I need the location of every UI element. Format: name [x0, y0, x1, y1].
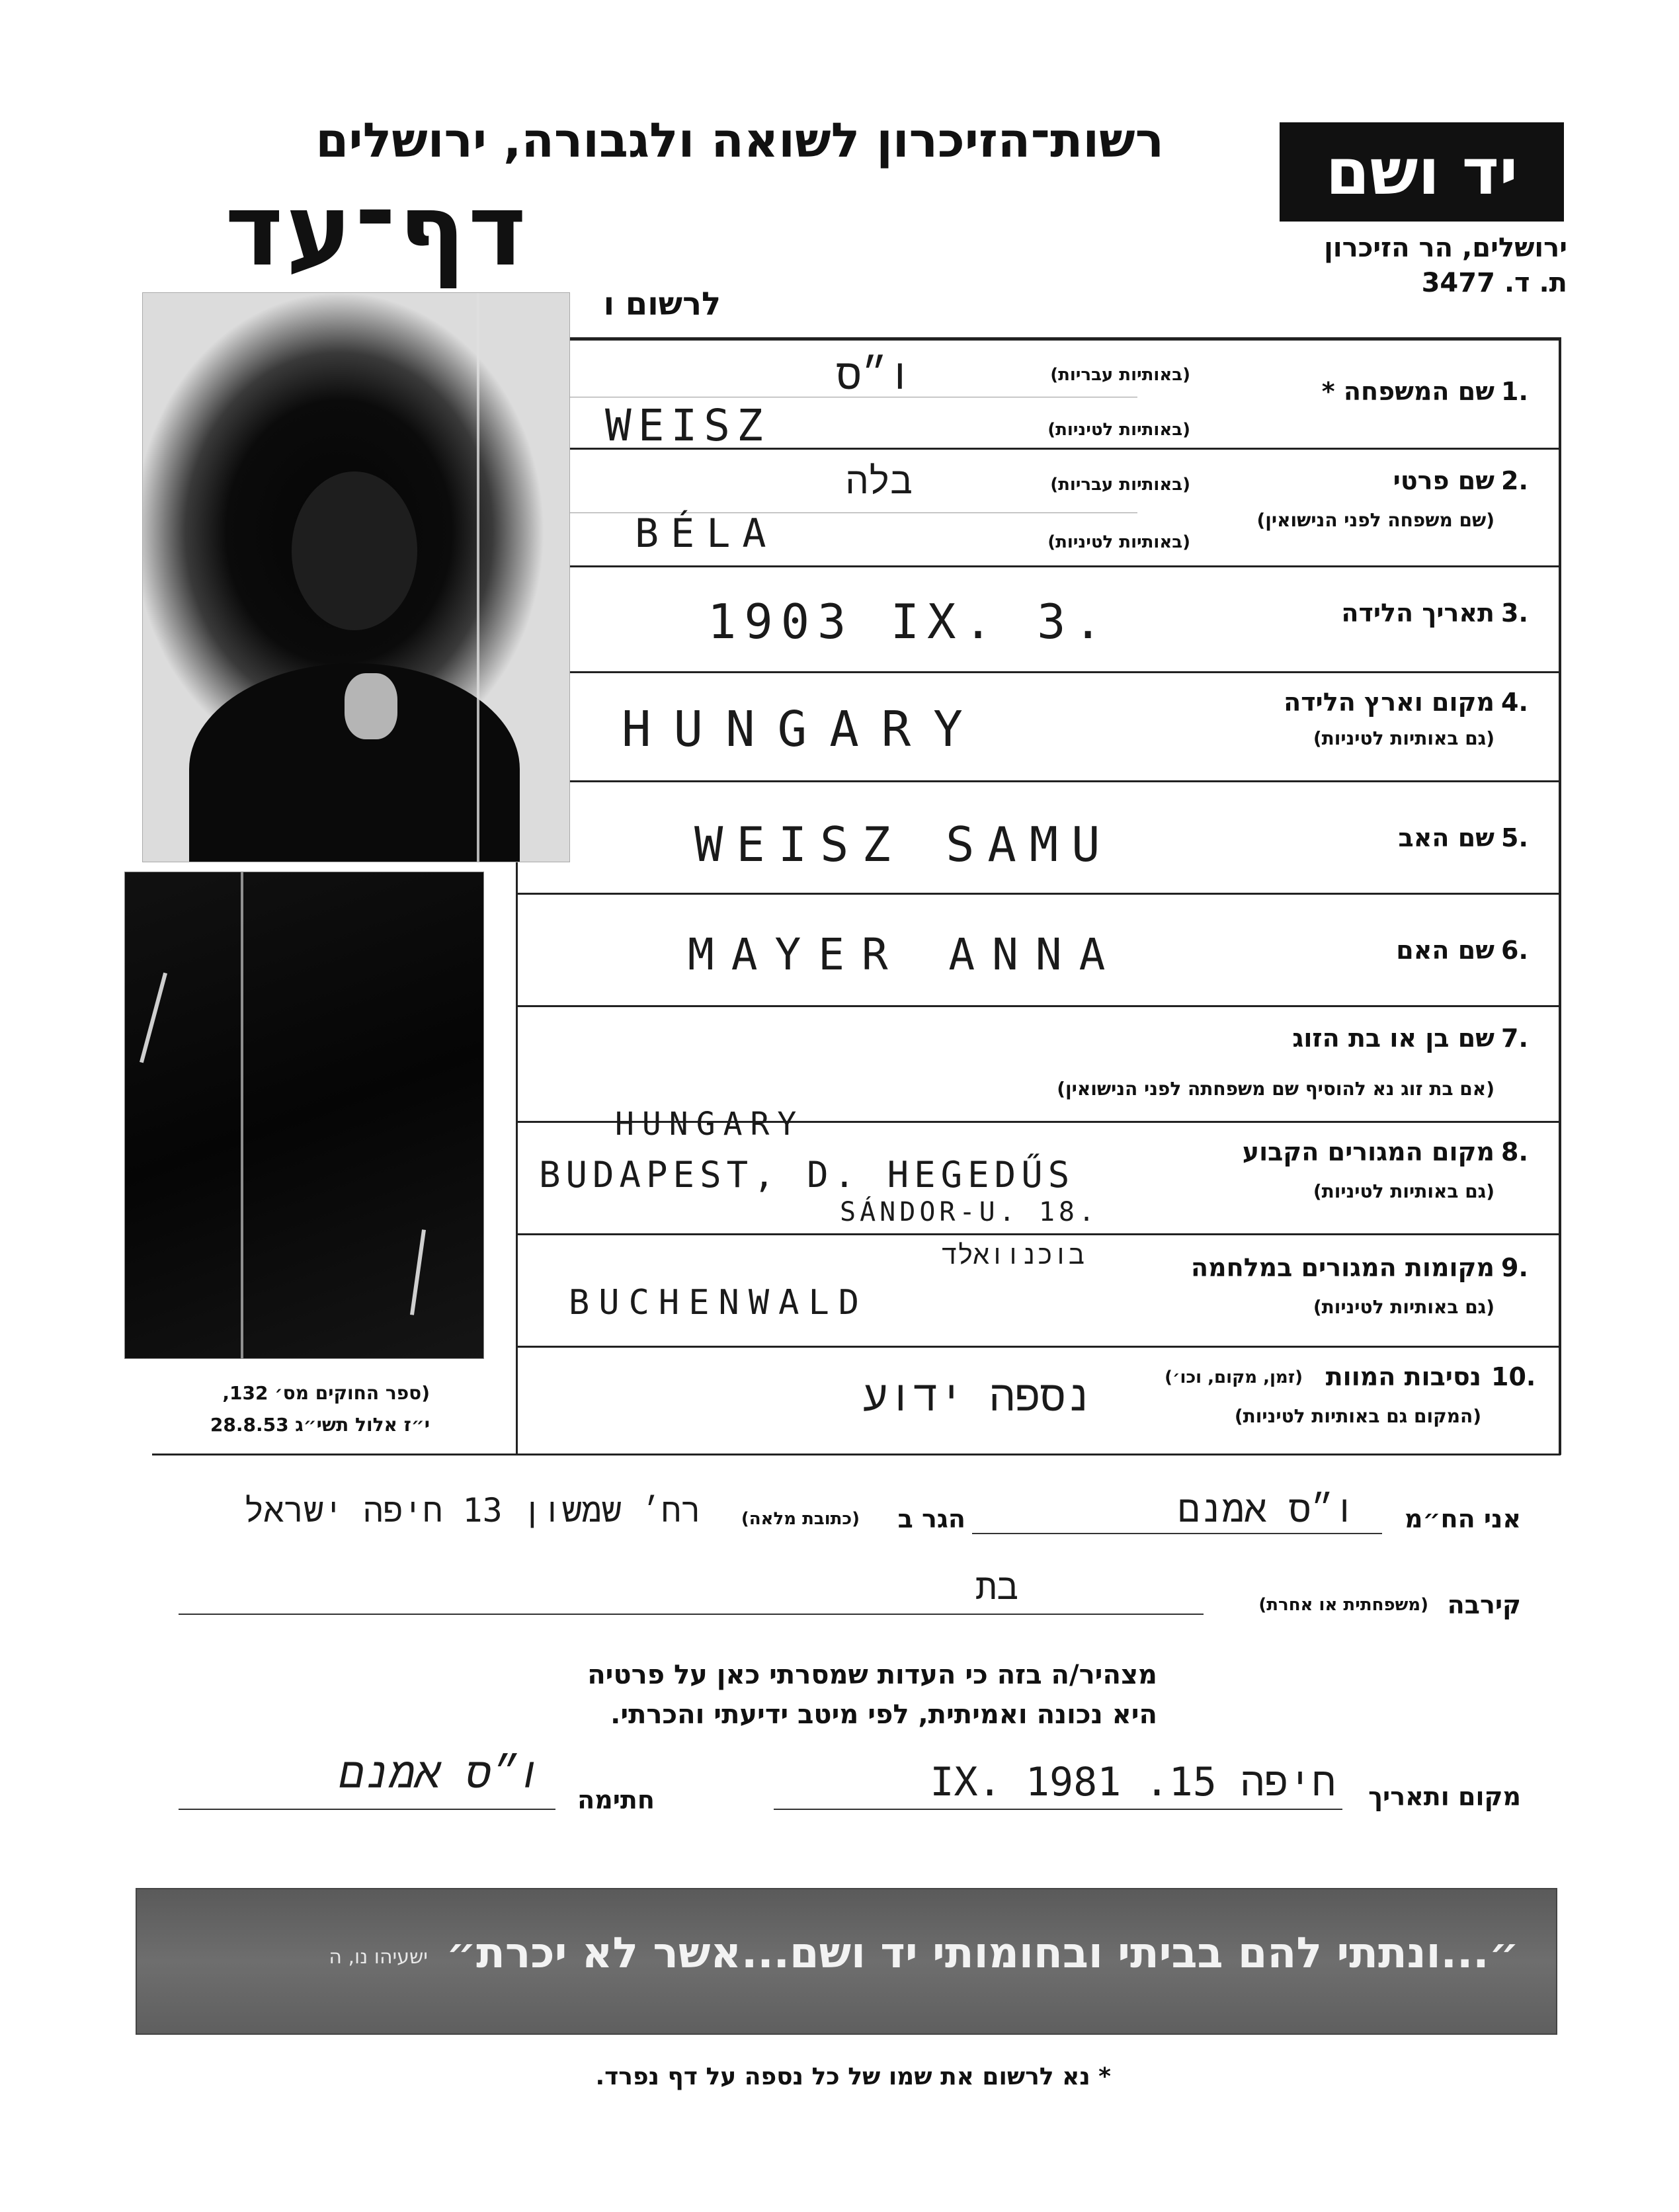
row-divider-4 — [562, 780, 1561, 782]
field-10-label: נסיבות המוות — [1325, 1362, 1481, 1391]
field-8-label: מקום המגורים הקבוע — [1242, 1137, 1495, 1167]
field-8-value-street[interactable]: SÁNDOR-U. 18. — [840, 1197, 1099, 1227]
statement-line-2: היא נכונה ואמיתית, לפי מיטב ידיעתי והכרתי. — [610, 1700, 1157, 1730]
banner-source: ישעיהו נו, ה — [329, 1946, 428, 1969]
place-date-value[interactable]: חיפה 15. IX. 1981 — [930, 1759, 1336, 1805]
subtitle-partial: לרשום ו — [603, 286, 721, 323]
field-1-value-hebrew[interactable]: ו״ס — [836, 350, 913, 399]
photo-crease-2 — [241, 872, 243, 1358]
field-10-number: 10. — [1491, 1362, 1536, 1391]
field-9-value-hebrew[interactable]: בוכנוואלד — [941, 1240, 1085, 1270]
field-3-number: 3. — [1501, 598, 1528, 628]
address-hint: (כתובת מלאה) — [741, 1509, 860, 1529]
photo-caption-line-1: (ספר החוקים מס׳ 132, — [222, 1382, 430, 1404]
field-7-number: 7. — [1501, 1024, 1528, 1053]
field-1-hint-hebrew: (באותיות עבריות) — [1050, 365, 1190, 385]
logo-text: יד ושם — [1325, 135, 1518, 209]
field-2-value-hebrew[interactable]: בלה — [846, 460, 913, 503]
field-7-sublabel: (אם בת זוג נא להוסיף שם משפחתה לפני הנישואין) — [1057, 1078, 1495, 1100]
second-photo — [124, 872, 484, 1359]
resides-label: הגר ב — [897, 1504, 965, 1534]
row-divider-6 — [516, 1005, 1561, 1007]
field-9-label: מקומות המגורים במלחמה — [1190, 1253, 1495, 1282]
field-10-value[interactable]: נספה ידוע — [862, 1372, 1091, 1421]
field-2-value-latin[interactable]: BÉLA — [635, 511, 778, 557]
field-9-sublabel: (גם באותיות לטיניות) — [1313, 1296, 1495, 1318]
photo-crease — [477, 293, 479, 862]
declarant-label: אני הח״מ — [1405, 1504, 1521, 1534]
field-4-label: מקום וארץ הלידה — [1284, 688, 1495, 717]
field-4-sublabel: (גם באותיות לטיניות) — [1313, 727, 1495, 749]
form-top-border — [542, 337, 1561, 341]
row-divider-9 — [516, 1346, 1561, 1348]
field-2-number: 2. — [1501, 466, 1528, 495]
form-inner-left-border — [516, 860, 518, 1455]
field-5-value[interactable]: WEISZ SAMU — [694, 817, 1114, 872]
field-9-number: 9. — [1501, 1253, 1528, 1282]
field-4-number: 4. — [1501, 688, 1528, 717]
row-divider-10 — [152, 1454, 1561, 1455]
field-6-value[interactable]: MAYER ANNA — [688, 929, 1123, 980]
relation-value[interactable]: בת — [975, 1566, 1018, 1608]
photo-mark-2 — [410, 1229, 426, 1315]
declarant-value[interactable]: ו״ס אמנם — [1178, 1488, 1356, 1531]
declarant-underline — [972, 1533, 1382, 1534]
portrait-photo — [142, 292, 570, 862]
form-right-border — [1559, 337, 1561, 1455]
quote-banner — [136, 1888, 1557, 2035]
statement-line-1: מצהיר/ה בזה כי העדות שמסרתי כאן על פרטיה — [587, 1660, 1157, 1690]
address-value[interactable]: רח׳ שמשון 13 חיפה ישראל — [244, 1491, 701, 1530]
field-2-label: שם פרטי — [1393, 466, 1495, 495]
field-1-value-latin[interactable]: WEISZ — [605, 400, 770, 451]
field-2-hint-latin: (באותיות לטיניות) — [1047, 532, 1190, 552]
authority-line: רשות־הזיכרון לשואה ולגבורה, ירושלים — [315, 112, 1164, 168]
relation-underline — [179, 1614, 1204, 1615]
place-date-underline — [774, 1809, 1342, 1810]
signature-value[interactable]: ו״ס אמנם — [339, 1749, 542, 1798]
field-5-label: שם האב — [1398, 823, 1495, 852]
row-divider-5 — [516, 893, 1561, 895]
field-10-hint: (זמן, מקום, וכו׳) — [1165, 1368, 1303, 1387]
field-7-label: שם בן או בת הזוג — [1292, 1024, 1495, 1053]
field-5-number: 5. — [1501, 823, 1528, 852]
field-6-number: 6. — [1501, 936, 1528, 965]
field-1-number: 1. — [1501, 377, 1528, 406]
field-8-value-city[interactable]: BUDAPEST, D. HEGEDŰS — [539, 1154, 1075, 1196]
field-6-label: שם האם — [1396, 936, 1495, 965]
footer-note: * נא לרשום את שמו של כל נספה על דף נפרד. — [595, 2063, 1111, 2090]
signature-underline — [179, 1809, 555, 1810]
place-date-label: מקום ותאריך — [1368, 1782, 1521, 1811]
relation-label: קירבה — [1447, 1590, 1521, 1619]
row-divider-3 — [562, 671, 1561, 673]
field-8-value-country[interactable]: HUNGARY — [615, 1106, 805, 1143]
field-2-hint-hebrew: (באותיות עבריות) — [1050, 475, 1190, 495]
field-8-sublabel: (גם באותיות לטיניות) — [1313, 1180, 1495, 1202]
field-1-hint-latin: (באותיות לטיניות) — [1047, 420, 1190, 440]
photo-caption-line-2: י״ז אלול תשי״ג 28.8.53 — [210, 1414, 430, 1436]
field-2-sublabel: (שם משפחה לפני הנישואין) — [1256, 509, 1495, 531]
field-3-label: תאריך הלידה — [1341, 598, 1495, 628]
address-line-2: ת. ד. 3477 — [1421, 268, 1567, 298]
relation-hint: (משפחתית או אחרת) — [1258, 1595, 1428, 1615]
photo-mark-1 — [140, 973, 167, 1063]
address-line-1: ירושלים, הר הזיכרון — [1324, 233, 1567, 263]
field-9-value-latin[interactable]: BUCHENWALD — [569, 1283, 869, 1323]
row-divider-2 — [562, 565, 1561, 567]
document-title: דף־עד — [225, 173, 529, 288]
field-4-value[interactable]: HUNGARY — [622, 701, 985, 758]
field-10-sublabel: (המקום גם באותיות לטיניות) — [1234, 1405, 1481, 1427]
signature-label: חתימה — [577, 1785, 655, 1815]
portrait-head — [292, 471, 417, 630]
banner-quote: ״...ונתתי להם בביתי ובחומותי יד ושם...אשר לא יכרת״ — [446, 1929, 1519, 1978]
field-8-number: 8. — [1501, 1137, 1528, 1167]
yad-vashem-logo — [1280, 122, 1564, 222]
row-divider-8 — [516, 1233, 1561, 1235]
field-1-label: שם המשפחה * — [1321, 377, 1495, 406]
field-3-value[interactable]: 1903 IX. 3. — [708, 594, 1110, 649]
portrait-badge — [345, 673, 397, 739]
